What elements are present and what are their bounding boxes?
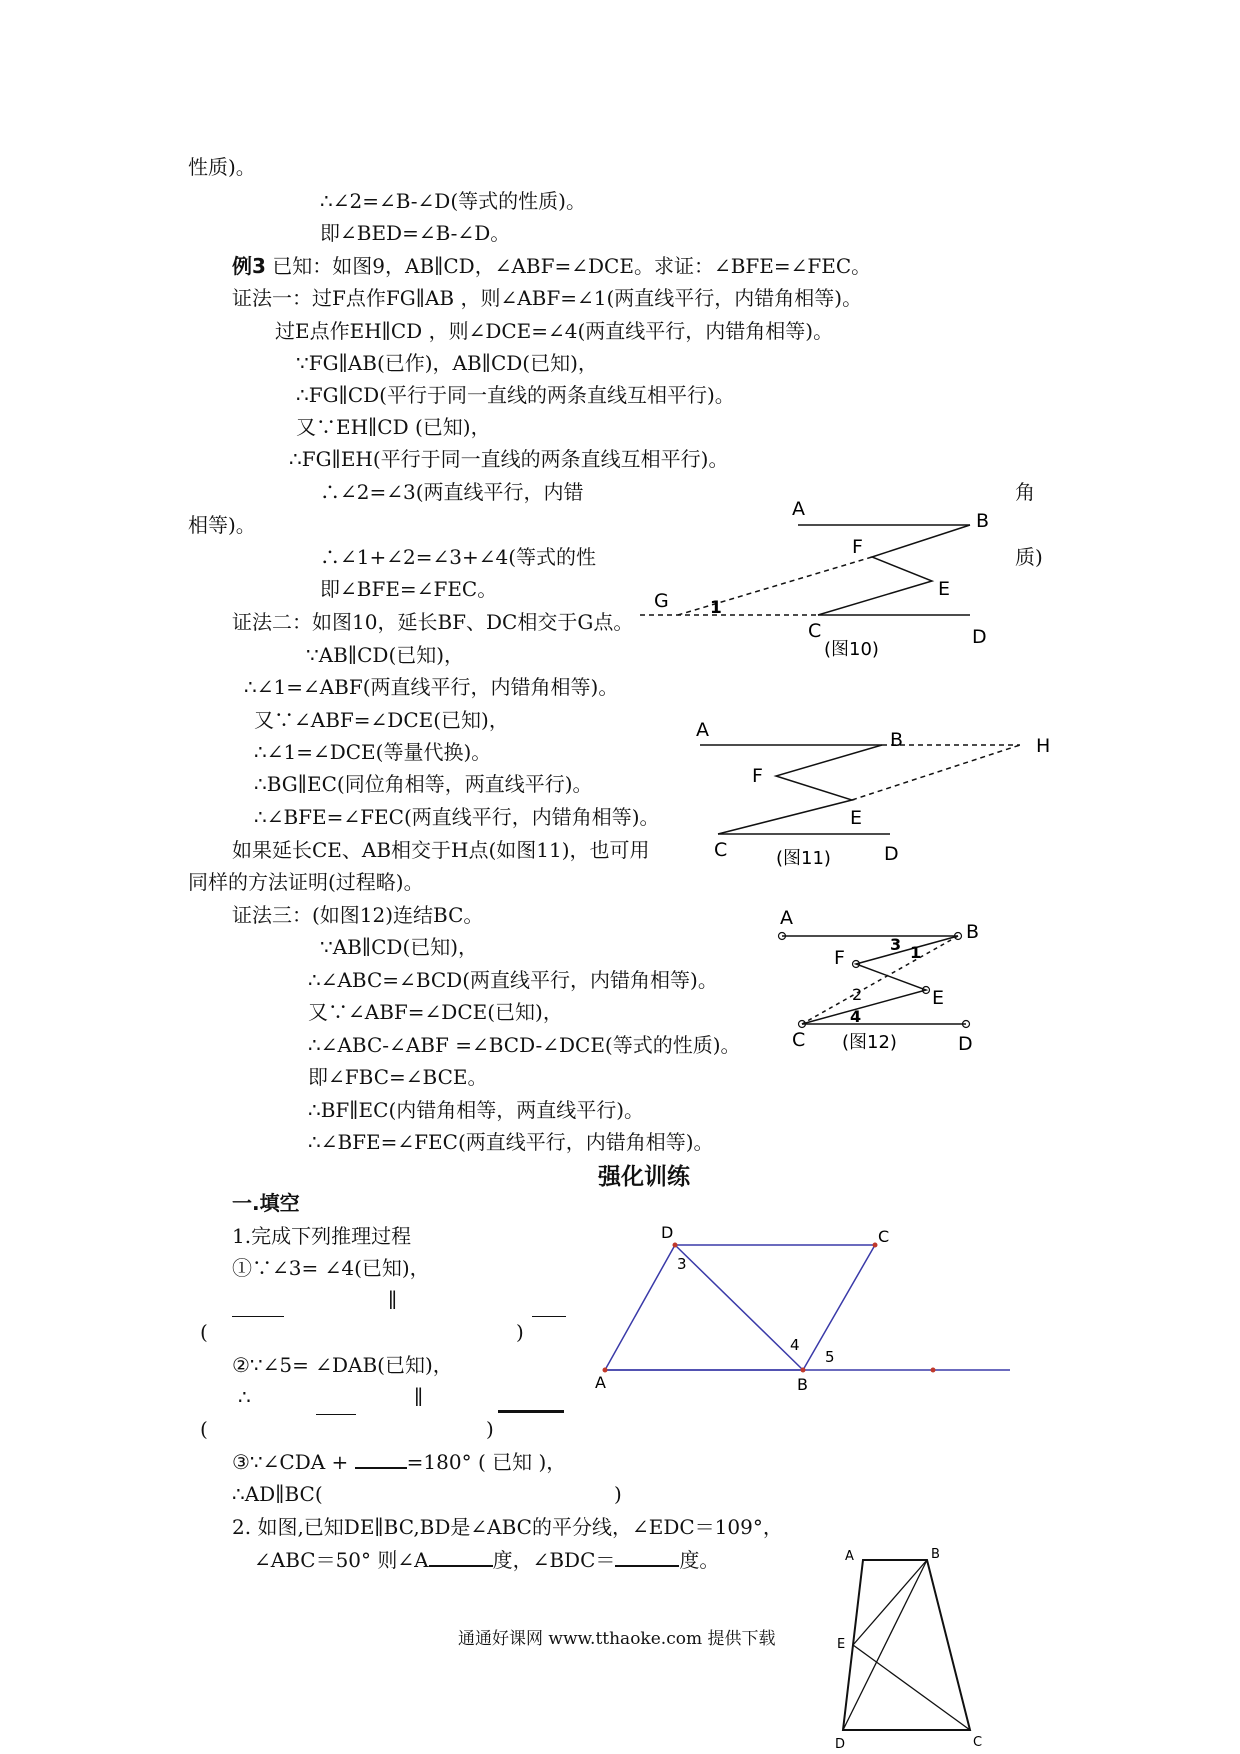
label-angle-3: 3 [890, 935, 902, 954]
text-line: ∴∠BFE=∠FEC(两直线平行，内错角相等)。 [254, 805, 660, 829]
q1-line2: ②∵∠5= ∠DAB(已知)， [232, 1353, 453, 1377]
label-a: A [696, 719, 709, 741]
figure-q2 [835, 1540, 1010, 1754]
text-line: 即∠FBC=∠BCE。 [308, 1065, 488, 1089]
text-line: 相等)。 [188, 513, 256, 537]
parallel-sign: ∥ [414, 1385, 424, 1409]
blank[interactable] [532, 1298, 566, 1317]
zigzag-bfec [818, 525, 970, 615]
paren-close: ) [516, 1320, 524, 1344]
label-c: C [808, 620, 822, 642]
label-d: D [835, 1737, 846, 1752]
label-b: B [797, 1375, 808, 1394]
point-ray [931, 1368, 936, 1373]
text-line: 过E点作EH∥CD ，则∠DCE=∠4(两直线平行，内错角相等)。 [275, 319, 834, 343]
line-bc-dashed [802, 936, 958, 1024]
label-a: A [792, 498, 805, 520]
label-angle-1: 1 [710, 598, 722, 618]
label-angle-2: 2 [852, 985, 863, 1004]
q1-line3 [232, 1449, 566, 1475]
text-line: 又∵∠ABF=∠DCE(已知)， [308, 1000, 563, 1024]
label-c: C [973, 1735, 983, 1750]
label-a: A [595, 1373, 606, 1392]
label-angle-5: 5 [825, 1348, 835, 1366]
example-text: 已知：如图9，AB∥CD，∠ABF=∠DCE。求证：∠BFE=∠FEC。 [265, 254, 872, 278]
text-line: 即∠BED=∠B-∠D。 [320, 221, 511, 245]
diagonal-db [675, 1245, 803, 1370]
text-line: ∴∠2=∠B-∠D(等式的性质)。 [320, 189, 586, 213]
q1-line1: ①∵∠3= ∠4(已知)， [232, 1256, 430, 1280]
segment-bd [843, 1560, 927, 1730]
label-f: F [852, 536, 863, 558]
blank[interactable] [316, 1396, 356, 1415]
text-line: 证法二：如图10，延长BF、DC相交于G点。 [232, 610, 634, 634]
q2-text-c: 度。 [679, 1548, 720, 1572]
q1-line3-post: =180° ( 已知 )， [406, 1450, 567, 1474]
label-c: C [878, 1227, 890, 1246]
text-line: ∴FG∥CD(平行于同一直线的两条直线互相平行)。 [296, 383, 735, 407]
section-title: 强化训练 [598, 1164, 690, 1190]
label-d: D [661, 1223, 674, 1242]
label-b: B [966, 921, 980, 943]
line-eh-dashed [852, 745, 1020, 800]
label-c: C [792, 1029, 806, 1051]
point-d [673, 1243, 678, 1248]
text-line: ∴∠ABC=∠BCD(两直线平行，内错角相等)。 [308, 968, 718, 992]
figure-12 [770, 900, 1000, 1060]
segment-eb [853, 1560, 927, 1645]
label-f: F [752, 765, 763, 787]
text-line: 即∠BFE=∠FEC。 [320, 577, 498, 601]
text-line: 同样的方法证明(过程略)。 [188, 870, 424, 894]
text-line: 质) [1015, 545, 1043, 569]
paren-close: ) [486, 1417, 494, 1441]
therefore-sign: ∴ [238, 1385, 251, 1409]
blank[interactable] [355, 1449, 407, 1469]
label-h: H [1036, 735, 1051, 757]
text-line: ∴∠1=∠ABF(两直线平行，内错角相等)。 [244, 675, 619, 699]
text-line: ∴∠1=∠DCE(等量代换)。 [254, 740, 492, 764]
label-c: C [714, 839, 728, 861]
label-a: A [780, 907, 793, 929]
label-d: D [958, 1033, 973, 1055]
text-line: 角 [1015, 480, 1035, 504]
q1-line4: ∴AD∥BC( [232, 1482, 323, 1506]
line-fg-dashed [678, 557, 872, 615]
text-line: ∴∠ABC-∠ABF =∠BCD-∠DCE(等式的性质)。 [308, 1033, 741, 1057]
label-e: E [932, 987, 945, 1009]
text-line: ∴∠BFE=∠FEC(两直线平行，内错角相等)。 [308, 1130, 714, 1154]
text-line: ∵AB∥CD(已知)， [306, 643, 465, 667]
label-b: B [931, 1547, 940, 1562]
text-line: ∴∠1+∠2=∠3+∠4(等式的性 [320, 545, 597, 569]
parallel-sign: ∥ [388, 1288, 398, 1312]
text-line: 如果延长CE、AB相交于H点(如图11)，也可用 [232, 838, 650, 862]
example-3-statement [232, 253, 871, 279]
text-line: ∵FG∥AB(已作)，AB∥CD(已知)， [296, 351, 598, 375]
point-b [801, 1368, 806, 1373]
text-line: ∴BG∥EC(同位角相等，两直线平行)。 [254, 772, 593, 796]
paren-close: ) [614, 1482, 622, 1506]
q2-text-b: 度，∠BDC＝ [492, 1548, 616, 1572]
blank[interactable] [615, 1547, 679, 1567]
label-e: E [938, 578, 951, 600]
paren-open: ( [200, 1320, 208, 1344]
label-e: E [837, 1637, 846, 1652]
point-a [603, 1368, 608, 1373]
point-c [873, 1243, 878, 1248]
example-label: 例3 [232, 254, 266, 278]
label-angle-4: 4 [790, 1336, 800, 1354]
q1-title: 1.完成下列推理过程 [232, 1224, 412, 1248]
footer: 通通好课网 www.tthaoke.com 提供下载 [458, 1629, 776, 1649]
label-a: A [845, 1549, 854, 1564]
label-angle-1: 1 [910, 943, 922, 962]
text-line: ∵AB∥CD(已知)， [320, 935, 479, 959]
text-line: 证法一：过F点作FG∥AB ，则∠ABF=∠1(两直线平行，内错角相等)。 [232, 286, 863, 310]
caption: (图12) [842, 1032, 897, 1053]
text-line: ∴∠2=∠3(两直线平行，内错 [320, 480, 584, 504]
text-line: 又∵EH∥CD (已知)， [296, 415, 491, 439]
q2-text-a: ∠ABC＝50° 则∠A [254, 1548, 429, 1572]
q1-line3-pre: ③∵∠CDA + [232, 1450, 355, 1474]
trapezoid-abcd [843, 1560, 970, 1730]
q2-line1: 2. 如图,已知DE∥BC,BD是∠ABC的平分线，∠EDC＝109°， [232, 1515, 783, 1539]
text-line: ∴FG∥EH(平行于同一直线的两条直线互相平行)。 [289, 447, 729, 471]
q2-line2 [254, 1547, 719, 1573]
label-b: B [976, 510, 990, 532]
paren-open: ( [200, 1417, 208, 1441]
label-e: E [850, 807, 863, 829]
figure-11 [690, 710, 1060, 870]
caption: (图11) [776, 848, 831, 869]
text-line: 证法三：(如图12)连结BC。 [232, 903, 484, 927]
blank[interactable] [429, 1547, 493, 1567]
figure-q1 [585, 1218, 1015, 1394]
label-g: G [654, 590, 669, 612]
part-title: 一.填空 [232, 1191, 300, 1215]
caption: (图10) [824, 639, 879, 660]
label-f: F [834, 947, 845, 969]
text-line: ∴BF∥EC(内错角相等，两直线平行)。 [308, 1098, 645, 1122]
label-d: D [884, 843, 899, 865]
label-d: D [972, 626, 987, 648]
label-angle-3: 3 [677, 1255, 687, 1273]
blank[interactable] [498, 1392, 564, 1413]
label-b: B [890, 729, 904, 751]
figure-10 [640, 495, 1000, 660]
text-line: 性质)。 [188, 155, 256, 179]
blank[interactable] [232, 1298, 284, 1317]
text-line: 又∵∠ABF=∠DCE(已知)， [254, 708, 509, 732]
label-angle-4: 4 [850, 1007, 862, 1026]
